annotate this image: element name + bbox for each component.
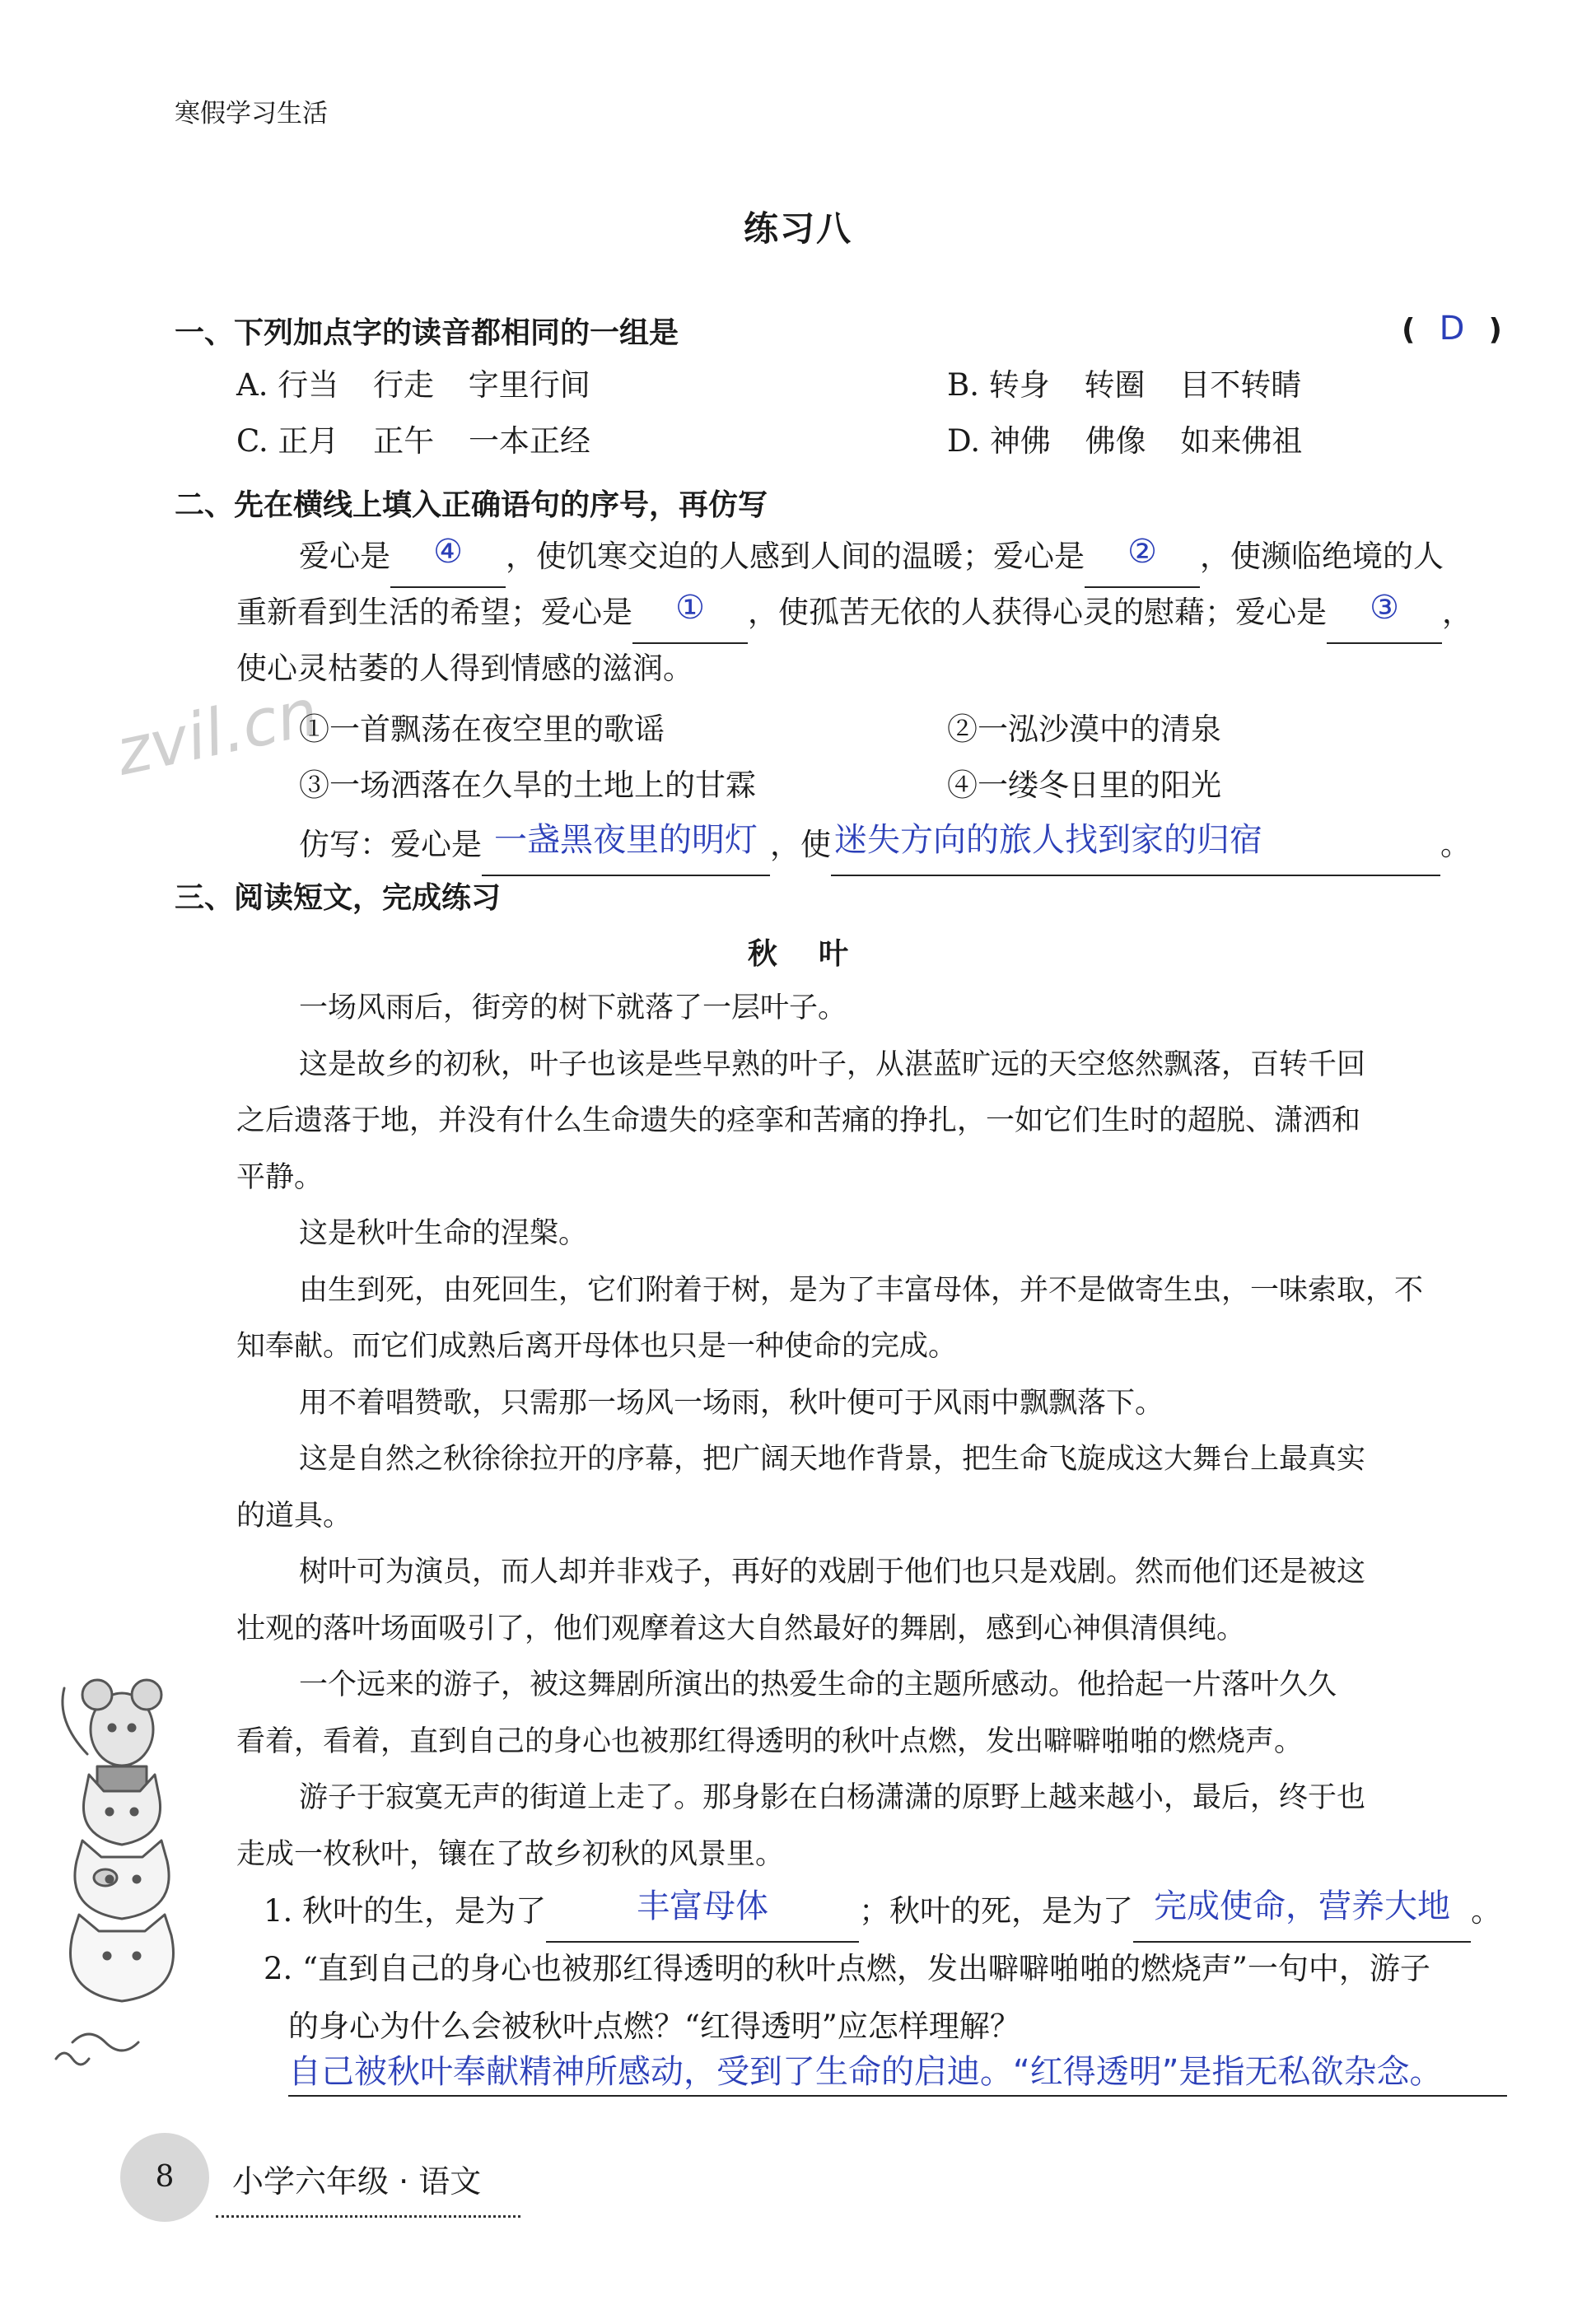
option-d-w1: D. 神佛 (947, 423, 1051, 459)
option-c (236, 412, 590, 471)
option-c-w1: C. 正月 (236, 423, 339, 459)
option-b-w2: 转圈 (1084, 367, 1146, 403)
option-d-w2: 佛像 (1085, 423, 1146, 459)
text-segment: 。 (1471, 1893, 1502, 1929)
page-title: 练习八 (743, 208, 852, 249)
blank-3 (632, 583, 748, 644)
imitation-answer-1: 一盏黑夜里的明灯 (494, 821, 758, 859)
imitation-answer-2: 迷失方向的旅人找到家的归宿 (834, 821, 1262, 859)
blank-4-answer: ③ (1370, 589, 1399, 627)
question-2-line-1: 2. “直到自己的身心也被那红得透明的秋叶点燃，发出噼噼啪啪的燃烧声”一句中，游子 (264, 1951, 1430, 1986)
text-segment: ，使饥寒交迫的人感到人间的温暖；爱心是 (506, 539, 1085, 574)
text-segment: ，使孤苦无依的人获得心灵的慰藉；爱心是 (748, 595, 1327, 630)
option-a-w1: A. 行当 (236, 367, 339, 403)
essay-line: 一场风雨后，街旁的树下就落了一层叶子。 (299, 992, 847, 1024)
paren-open: ( (1402, 313, 1416, 347)
blank-2-answer: ② (1127, 533, 1157, 571)
essay-title: 秋 叶 (747, 937, 849, 971)
section-2-question: 二、先在横线上填入正确语句的序号，再仿写 (175, 488, 768, 522)
essay-line: 走成一枚秋叶，镶在了故乡初秋的风景里。 (236, 1837, 785, 1871)
essay-line: 由生到死，由死回生，它们附着于树，是为了丰富母体，并不是做寄生虫，一味索取，不 (299, 1273, 1424, 1307)
choice-4: ④一缕冬日里的阳光 (947, 768, 1221, 803)
fill-line-3: 使心灵枯萎的人得到情感的滋润。 (236, 651, 693, 686)
essay-line: 一个远来的游子，被这舞剧所演出的热爱生命的主题所感动。他拾起一片落叶久久 (299, 1668, 1337, 1701)
option-b-w1: B. 转身 (947, 367, 1050, 403)
q1-blank-2 (1133, 1882, 1471, 1943)
text-segment: ，使濒临绝境的人 (1200, 539, 1444, 574)
essay-line: 知奉献。而它们成熟后离开母体也只是一种使命的完成。 (236, 1330, 958, 1363)
question-1 (264, 1882, 1501, 1943)
blank-1 (390, 527, 506, 588)
option-c-w3: 一本正经 (469, 423, 591, 459)
essay-body (236, 980, 1505, 1883)
essay-line: 平静。 (236, 1160, 324, 1194)
option-b (947, 356, 1301, 415)
essay-line: 这是自然之秋徐徐拉开的序幕，把广阔天地作背景，把生命飞旋成这大舞台上最真实 (299, 1443, 1366, 1476)
q1-answer-1: 丰富母体 (637, 1887, 769, 1925)
essay-line: 的道具。 (236, 1499, 352, 1533)
section-1-question: 一、下列加点字的读音都相同的一组是 (175, 316, 679, 350)
essay-line: 看着，看着，直到自己的身心也被那红得透明的秋叶点燃，发出噼噼啪啪的燃烧声。 (236, 1724, 1304, 1758)
essay-line: 之后遗落于地，并没有什么生命遗失的痉挛和苦痛的挣扎，一如它们生时的超脱、潇洒和 (236, 1104, 1361, 1137)
page-number: 8 (120, 2133, 209, 2222)
essay-line: 游子于寂寞无声的街道上走了。那身影在白杨潇潇的原野上越来越小，最后，终于也 (299, 1781, 1366, 1814)
running-header: 寒假学习生活 (175, 99, 328, 128)
answer-choice: D (1439, 310, 1465, 348)
option-c-w2: 正午 (373, 423, 435, 459)
q1-answer-2: 完成使命，营养大地 (1154, 1887, 1451, 1925)
text-segment: ， (1442, 595, 1472, 630)
text-segment: ；秋叶的死，是为了 (859, 1893, 1134, 1929)
text-segment: 爱心是 (299, 539, 390, 574)
essay-line: 这是故乡的初秋，叶子也该是些早熟的叶子，从湛蓝旷远的天空悠然飘落，百转千回 (299, 1048, 1366, 1081)
essay-line: 用不着唱赞歌，只需那一场风一场雨，秋叶便可于风雨中飘飘落下。 (299, 1386, 1164, 1420)
imitation-blank-1 (482, 815, 770, 876)
footer-divider (216, 2215, 520, 2218)
q1-blank-1 (546, 1882, 859, 1943)
choice-1: ①一首飘荡在夜空里的歌谣 (299, 712, 665, 747)
answer-paren (1402, 310, 1502, 348)
footer-subject: 小学六年级 · 语文 (232, 2163, 482, 2200)
option-b-w3: 目不转睛 (1179, 367, 1302, 403)
imitation-blank-2 (831, 815, 1440, 876)
watermark: zvil.cn (110, 675, 325, 791)
text-segment: ，使 (770, 827, 831, 862)
essay-line: 这是秋叶生命的涅槃。 (299, 1217, 588, 1250)
text-segment: 仿写：爱心是 (299, 827, 482, 862)
fill-line-1 (299, 527, 1444, 588)
option-a (236, 356, 590, 415)
section-3-question: 三、阅读短文，完成练习 (175, 881, 502, 915)
option-a-w3: 字里行间 (468, 367, 590, 403)
blank-1-answer: ④ (433, 533, 463, 571)
imitation-line (299, 815, 1471, 876)
option-d (947, 412, 1302, 471)
choice-3: ③一场洒落在久旱的土地上的甘霖 (299, 768, 756, 803)
fill-line-2 (236, 583, 1472, 644)
blank-4 (1327, 583, 1442, 644)
question-2-line-2: 的身心为什么会被秋叶点燃？“红得透明”应怎样理解？ (288, 2009, 1020, 2044)
essay-line: 壮观的落叶场面吸引了，他们观摩着这大自然最好的舞剧，感到心神俱清俱纯。 (236, 1612, 1246, 1645)
text-segment: 。 (1440, 827, 1471, 862)
text-segment: 重新看到生活的希望；爱心是 (236, 595, 632, 630)
blank-2 (1085, 527, 1200, 588)
choice-2: ②一泓沙漠中的清泉 (947, 712, 1221, 747)
paren-close: ) (1488, 313, 1502, 347)
question-2-answer: 自己被秋叶奉献精神所感动，受到了生命的启迪。“红得透明”是指无私欲杂念。 (288, 2049, 1507, 2097)
essay-line: 树叶可为演员，而人却并非戏子，再好的戏剧于他们也只是戏剧。然而他们还是被这 (299, 1556, 1366, 1589)
text-segment: 1. 秋叶的生，是为了 (264, 1893, 547, 1929)
option-a-w2: 行走 (373, 367, 435, 403)
blank-3-answer: ① (675, 589, 705, 627)
option-d-w3: 如来佛祖 (1180, 423, 1303, 459)
cat-mouse-illustration (40, 1655, 188, 2083)
